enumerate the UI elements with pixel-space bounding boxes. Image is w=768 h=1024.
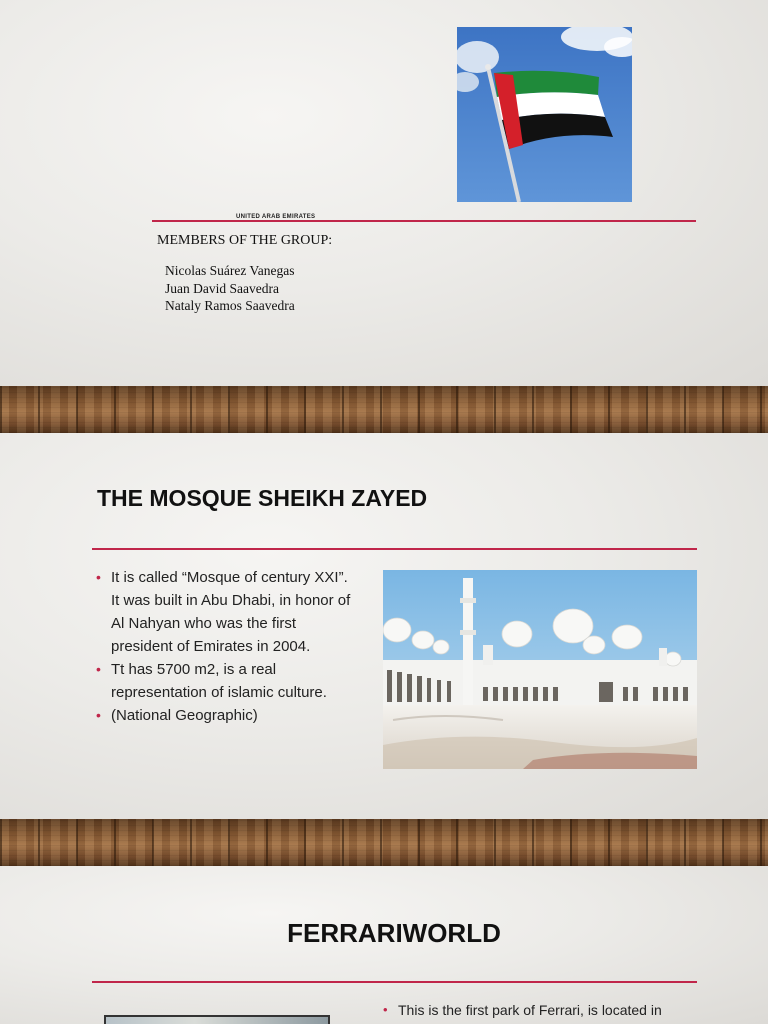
mosque-photo [383, 570, 697, 769]
slide-title [0, 0, 768, 386]
title-divider [92, 548, 697, 550]
slide-mosque [0, 433, 768, 819]
uae-flag-photo [457, 27, 632, 202]
member-name: Nataly Ramos Saavedra [165, 298, 295, 313]
bullet-item: • This is the first park of Ferrari, is located in [383, 999, 703, 1021]
bullet-item: • It is called “Mosque of century XXI”. It was built in Abu Dhabi, in honor of Al Nahyan who was the first president of Emirates in 2004. [96, 566, 356, 658]
bullet-list [383, 999, 703, 1021]
members-heading: MEMBERS OF THE GROUP: [157, 233, 333, 248]
slide-title: THE MOSQUE SHEIKH ZAYED [97, 485, 428, 511]
member-name: Nicolas Suárez Vanegas [165, 263, 295, 278]
slide-ferrariworld [0, 866, 768, 1024]
members-list [165, 262, 295, 315]
ferrariworld-photo [104, 1015, 330, 1024]
member-name: Juan David Saavedra [165, 280, 279, 296]
title-divider [152, 220, 696, 222]
wood-divider [0, 386, 768, 433]
bullet-item: • Tt has 5700 m2, is a real representation of islamic culture. [96, 658, 356, 704]
title-divider [92, 981, 697, 983]
bullet-list [96, 566, 356, 727]
bullet-item: • (National Geographic) [96, 704, 356, 727]
flag-caption: UNITED ARAB EMIRATES [236, 214, 316, 220]
slide-title: FERRARIWORLD [287, 918, 501, 948]
wood-divider [0, 819, 768, 866]
